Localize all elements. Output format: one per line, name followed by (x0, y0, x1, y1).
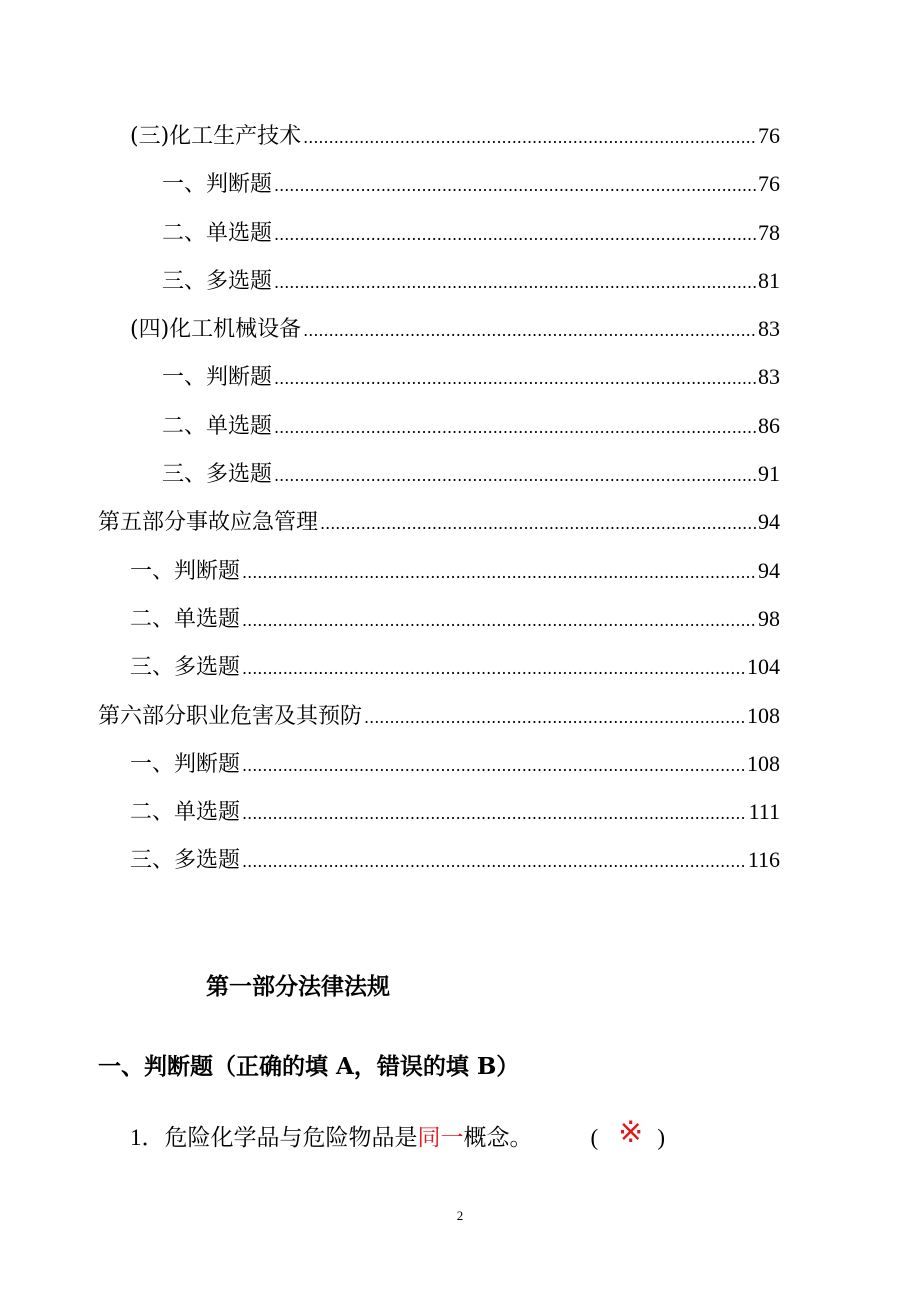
toc-entry[interactable] (130, 305, 780, 353)
toc-entry-label: 一、判断题 (130, 751, 241, 777)
answer-blank[interactable] (591, 1118, 665, 1153)
toc-entry-label: 三、多选题 (130, 655, 241, 681)
toc-entry-label: 一、判断题 (162, 172, 273, 198)
toc-entry-page: 111 (748, 799, 780, 825)
toc-dot-leader (242, 549, 756, 595)
toc-entry-page: 94 (758, 557, 780, 583)
toc-entry-label: 第六部分职业危害及其预防 (98, 703, 363, 729)
toc-entry-page: 98 (758, 605, 780, 631)
table-of-contents (0, 112, 920, 885)
toc-entry[interactable] (162, 160, 780, 208)
toc-dot-leader (274, 404, 756, 450)
toc-entry[interactable] (162, 257, 780, 305)
toc-entry-page: 94 (758, 509, 780, 535)
toc-entry-page: 91 (758, 461, 780, 487)
toc-entry-label: 二、单选题 (130, 800, 241, 826)
toc-dot-leader (242, 597, 756, 643)
toc-entry-page: 108 (747, 702, 780, 728)
toc-entry[interactable] (162, 402, 780, 450)
toc-dot-leader (274, 162, 756, 208)
toc-entry-page: 104 (747, 654, 780, 680)
toc-entry[interactable] (130, 740, 780, 788)
toc-entry-page: 86 (758, 412, 780, 438)
toc-entry-page: 108 (747, 750, 780, 776)
toc-entry-label: 二、单选题 (162, 220, 273, 246)
part-title: 第一部分法律法规 (206, 973, 390, 1000)
question-item (130, 1118, 665, 1153)
toc-entry[interactable] (130, 595, 780, 643)
toc-entry[interactable] (162, 209, 780, 257)
toc-entry[interactable] (98, 692, 780, 740)
toc-dot-leader (274, 355, 756, 401)
toc-entry[interactable] (130, 643, 780, 691)
toc-entry[interactable] (130, 788, 780, 836)
question-text-before: 危险化学品与危险物品是 (164, 1125, 418, 1151)
reference-mark-icon: ※ (618, 1116, 644, 1149)
toc-entry-page: 83 (758, 364, 780, 390)
toc-entry-label: 二、单选题 (162, 413, 273, 439)
toc-entry-label: (四)化工机械设备 (130, 317, 302, 343)
toc-entry-page: 116 (747, 847, 780, 873)
question-text-after: 概念。 (463, 1125, 533, 1151)
toc-entry-label: 第五部分事故应急管理 (98, 510, 319, 536)
toc-entry-page: 76 (758, 123, 780, 148)
toc-entry-label: 三、多选题 (162, 462, 273, 488)
toc-dot-leader (274, 259, 756, 305)
toc-dot-leader (242, 838, 746, 884)
toc-entry-page: 76 (758, 171, 780, 197)
toc-entry-label: (三)化工生产技术 (130, 124, 302, 149)
toc-dot-leader (242, 742, 745, 788)
toc-dot-leader (320, 500, 756, 546)
toc-entry[interactable] (98, 498, 780, 546)
question-number: 1． (130, 1125, 165, 1150)
toc-entry-label: 二、单选题 (130, 606, 241, 632)
section-title: 一、判断题（正确的填 A，错误的填 B） (98, 1053, 520, 1080)
toc-dot-leader (242, 645, 745, 691)
toc-entry[interactable] (162, 450, 780, 498)
toc-entry-label: 一、判断题 (130, 558, 241, 584)
toc-dot-leader (274, 211, 756, 257)
toc-entry-label: 三、多选题 (130, 848, 241, 874)
toc-entry-page: 83 (758, 316, 780, 342)
toc-entry-page: 78 (758, 219, 780, 245)
toc-dot-leader (364, 694, 745, 740)
question-text-highlight: 同一 (417, 1125, 464, 1151)
toc-dot-leader (242, 790, 747, 836)
page-number: 2 (456, 1208, 464, 1223)
toc-entry[interactable] (162, 353, 780, 401)
toc-entry[interactable] (130, 836, 780, 884)
toc-entry[interactable] (130, 112, 780, 160)
answer-close-paren: ) (657, 1125, 665, 1150)
answer-open-paren: ( (590, 1125, 599, 1150)
toc-dot-leader (274, 452, 756, 498)
toc-entry-label: 三、多选题 (162, 268, 273, 294)
toc-entry-label: 一、判断题 (162, 365, 273, 391)
toc-entry-page: 81 (758, 267, 780, 293)
toc-dot-leader (303, 114, 756, 160)
toc-entry[interactable] (130, 547, 780, 595)
toc-dot-leader (303, 307, 756, 353)
